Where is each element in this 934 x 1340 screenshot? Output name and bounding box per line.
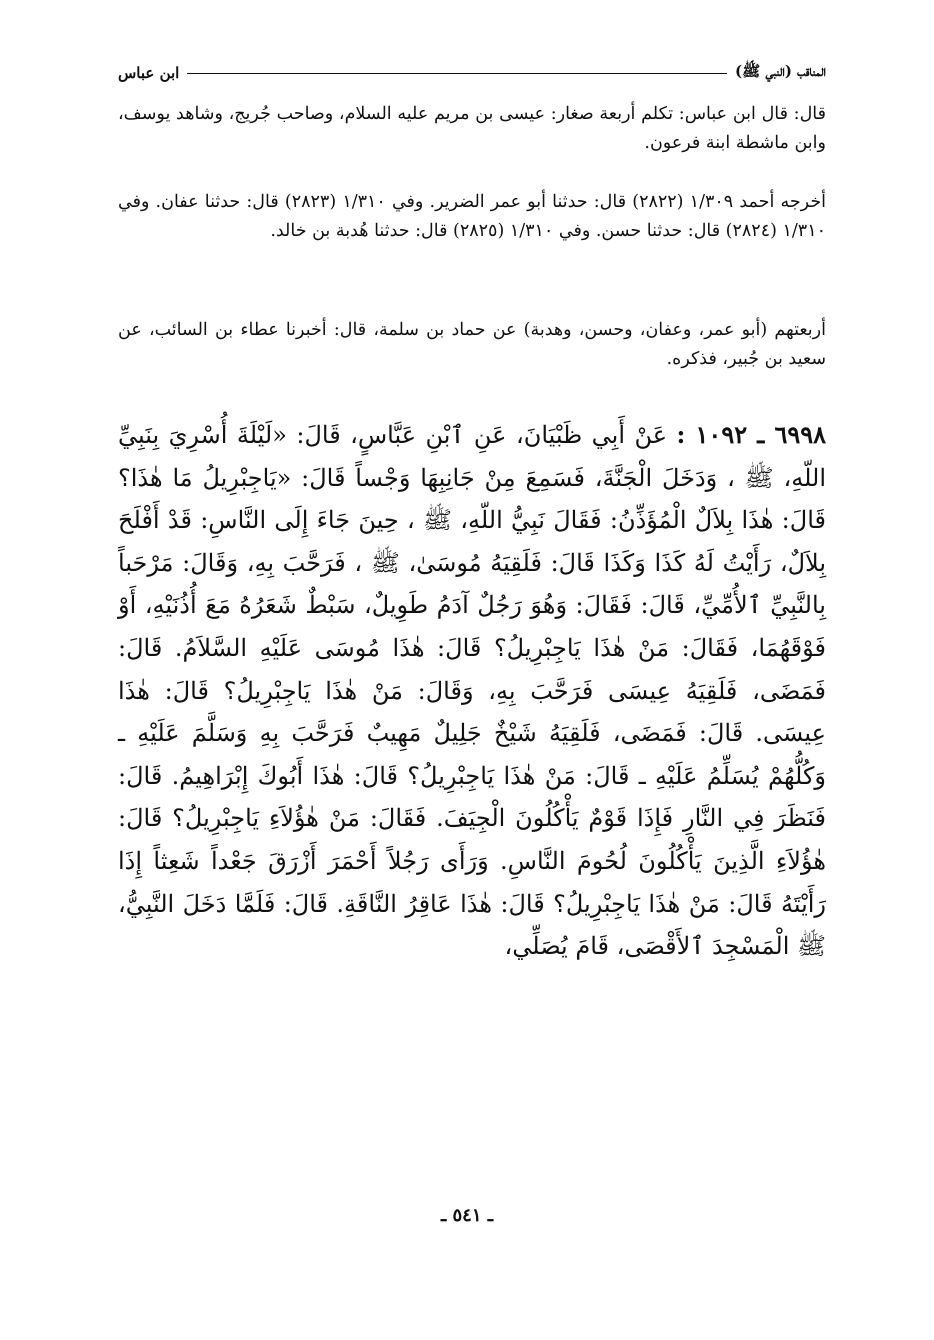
hadith-isnad: عَنْ أَبِي ظَبْيَانَ، عَنِ ٱبْنِ عَبَّاسٍ، قَالَ:: [296, 421, 668, 449]
footnote-text: أربعتهم (أبو عمر، وعفان، وحسن، وهدبة) عن حماد بن سلمة، قال: أخبرنا عطاء بن السائب، عن سعيد بن جُبير، فذكره.: [118, 320, 826, 369]
header-subtitle: ابن عباس: [118, 64, 180, 82]
hadith-number: ٦٩٩٨ ـ ١٠٩٢ :: [676, 420, 827, 449]
footnote-text: أخرجه أحمد ١/٣٠٩ (٢٨٢٢) قال: حدثنا أبو عمر الضرير. وفي ١/٣١٠ (٢٨٢٣) قال: حدثنا عفان. وفي ١/٣١٠ (٢٨٢٤) قال: حدثنا حسن. وفي ١/٣١٠ (٢٨٢٥) قال: حدثنا هُدبة بن خالد.: [118, 192, 827, 241]
footnote-text: قال: قال ابن عباس: تكلم أربعة صغار: عيسى بن مريم عليه السلام، وصاحب جُريج، وشاهد يوسف، وابن ماشطة ابنة فرعون.: [118, 104, 826, 153]
running-header: [118, 60, 826, 86]
header-rule: [187, 73, 727, 74]
footnote-paragraph-2: [118, 188, 826, 245]
section-title: المناقب (النبي ﷺ): [735, 62, 826, 80]
hadith-block: [118, 414, 826, 968]
hadith-text: «لَيْلَةَ أُسْرِيَ بِنَبِيِّ اللّهِ، ﷺ ، وَدَخَلَ الْجَنَّةَ، فَسَمِعَ مِنْ جَانِبِهَا وَجْساً قَالَ: «يَاجِبْرِيلُ مَا هٰذَا؟ قَالَ: هٰذَا بِلاَلٌ الْمُؤَذِّنُ: فَقَالَ نَبِيُّ اللّهِ، ﷺ ، حِينَ جَاءَ إِلَى النَّاسِ: قَدْ أَفْلَحَ بِلاَلٌ، رَأَيْتُ لَهُ كَذَا وَكَذَا قَالَ: فَلَقِيَهُ مُوسَىٰ، ﷺ ، فَرَحَّبَ بِهِ، وَقَالَ: مَرْحَباً بِالنَّبِيِّ ٱلأُمِّيِّ، قَالَ: فَقَالَ: وَهُوَ رَجُلٌ آدَمُ طَوِيلٌ، سَبْطٌ شَعَرُهُ مَعَ أُذُنَيْهِ، أَوْ فَوْقَهُمَا، فَقَالَ: مَنْ هٰذَا يَاجِبْرِيلُ؟ قَالَ: هٰذَا مُوسَى عَلَيْهِ السَّلاَمُ. قَالَ: فَمَضَى، فَلَقِيَهُ عِيسَى فَرَحَّبَ بِهِ، وَقَالَ: مَنْ هٰذَا يَاجِبْرِيلُ؟ قَالَ: هٰذَا عِيسَى. قَالَ: فَمَضَى، فَلَقِيَهُ شَيْخٌ جَلِيلٌ مَهِيبٌ فَرَحَّبَ بِهِ وَسَلَّمَ عَلَيْهِ ـ وَكُلُّهُمْ يُسَلِّمُ عَلَيْهِ ـ قَالَ: مَنْ هٰذَا يَاجِبْرِيلُ؟ قَالَ: هٰذَا أَبُوكَ إِبْرَاهِيمُ. قَالَ: فَنَظَرَ فِي النَّارِ فَإِذَا قَوْمٌ يَأْكُلُونَ الْجِيَفَ. فَقَالَ: مَنْ هٰؤُلاَءِ يَاجِبْرِيلُ؟ قَالَ: هٰؤُلاَءِ الَّذِينَ يَأْكُلُونَ لُحُومَ النَّاسِ. وَرَأَى رَجُلاً أَحْمَرَ أَزْرَقَ جَعْداً شَعِثاً إِذَا رَأَيْتَهُ قَالَ: مَنْ هٰذَا يَاجِبْرِيلُ؟ قَالَ: هٰذَا عَاقِرُ النَّاقَةِ. قَالَ: فَلَمَّا دَخَلَ النَّبِيُّ، ﷺ الْمَسْجِدَ ٱلأَقْصَى، قَامَ يُصَلِّي،: [118, 421, 827, 961]
page-number: ـ ٥٤١ ـ: [440, 1205, 494, 1226]
footnote-paragraph-3: [118, 316, 826, 373]
footnote-paragraph-1: [118, 100, 826, 157]
